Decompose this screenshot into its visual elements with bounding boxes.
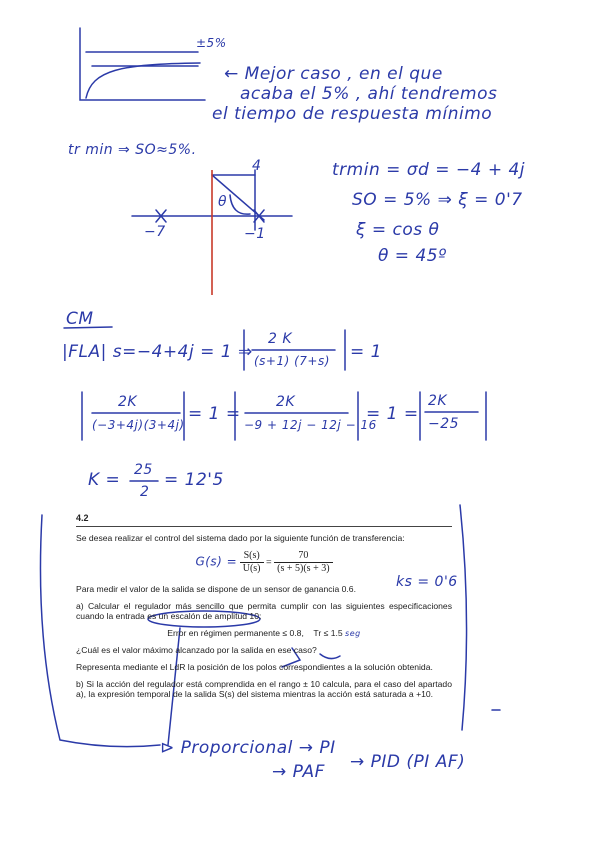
sensor-text: Para medir el valor de la salida se dispone de un sensor de ganancia 0.6. bbox=[76, 583, 356, 594]
question-text: ¿Cuál es el valor máximo alcanzado por la salida en ese caso? bbox=[76, 645, 317, 656]
hw-mag-2-eq: = 1 = bbox=[366, 404, 419, 424]
hw-mag-1-den: (s+1) (7+s) bbox=[254, 354, 330, 368]
hw-mag-2-num-a: 2K bbox=[118, 394, 138, 410]
hw-mag-2-den-c: −25 bbox=[428, 416, 460, 432]
hw-axis-4: 4 bbox=[252, 158, 262, 174]
hw-mag-2-mid: = 1 = bbox=[188, 404, 241, 424]
hw-mag-1-rhs: = 1 bbox=[350, 342, 382, 362]
hw-mag-1: |FLA| s=−4+4j = 1 ⇒ bbox=[62, 342, 253, 362]
hw-eq-xi: ξ = cos θ bbox=[356, 220, 440, 240]
hw-gs-prefix: G(s) = bbox=[195, 554, 238, 569]
hw-k-lhs: K = bbox=[88, 470, 121, 490]
hw-mag-2-den-b: −9 + 12j − 12j − 16 bbox=[244, 418, 377, 432]
hw-best-case-1: ← Mejor caso , en el que bbox=[224, 64, 443, 84]
hw-mag-2-den-a: (−3+4j)(3+4j) bbox=[92, 418, 185, 432]
hw-eq-theta: θ = 45º bbox=[378, 246, 447, 266]
hw-axis-m7: −7 bbox=[144, 224, 166, 240]
hw-options-2: → PAF bbox=[272, 762, 325, 782]
hw-pm5: ±5% bbox=[196, 36, 227, 50]
hw-best-case-2: acaba el 5% , ahí tendremos bbox=[240, 84, 498, 104]
response-curve bbox=[86, 63, 200, 98]
problem-document bbox=[76, 513, 452, 706]
hw-axis-m1: −1 bbox=[244, 226, 266, 242]
section-number: 4.2 bbox=[76, 513, 452, 527]
part-b: b) Si la acción del regulador está comprendida en el rango ± 10 calcula, para el caso del apartado a), la expresión temporal de la salida S(s) del sistema mientras la acción está saturada a +10. bbox=[76, 678, 452, 700]
ldr-text: Representa mediante el LdR la posición de los polos correspondientes a la solución obtenida. bbox=[76, 661, 433, 672]
hw-k-rhs: = 12'5 bbox=[164, 470, 224, 490]
hw-best-case-3: el tiempo de respuesta mínimo bbox=[212, 104, 493, 124]
hw-k-num: 25 bbox=[134, 462, 153, 478]
part-a: a) Calcular el regulador más sencillo que permita cumplir con las siguientes especificaciones cuando la entrada es un escalón de amplitud 10: bbox=[76, 600, 453, 622]
transfer-function: G(s) = $\frac{S(s)}{U(s)}$ = $\frac{70}{(s + 5)(s + 3)}$ bbox=[76, 550, 452, 576]
hw-mag-1-num: 2 K bbox=[268, 331, 293, 347]
hw-options-1: ⊳ Proporcional → PI bbox=[160, 738, 336, 758]
hw-eq-so: SO = 5% ⇒ ξ = 0'7 bbox=[352, 190, 523, 210]
hw-mag-2-num-c: 2K bbox=[428, 393, 448, 409]
hw-eq-trmin: trmin = σd = −4 + 4j bbox=[332, 160, 526, 180]
hw-k-den: 2 bbox=[140, 484, 150, 500]
hw-cm: CM bbox=[66, 309, 94, 329]
hw-ks-note: ks = 0'6 bbox=[396, 574, 458, 590]
hw-options-3: → PID (PI AF) bbox=[350, 752, 466, 772]
hw-theta: θ bbox=[218, 194, 228, 210]
specification: Error en régimen permanente ≤ 0.8, Tr ≤ 1.5 seg bbox=[167, 628, 361, 639]
hw-trmin-label: tr min ⇒ SO≈5%. bbox=[68, 142, 197, 158]
hw-mag-2-num-b: 2K bbox=[276, 394, 296, 410]
problem-intro: Se desea realizar el control del sistema dado por la siguiente función de transferencia: bbox=[76, 533, 405, 544]
